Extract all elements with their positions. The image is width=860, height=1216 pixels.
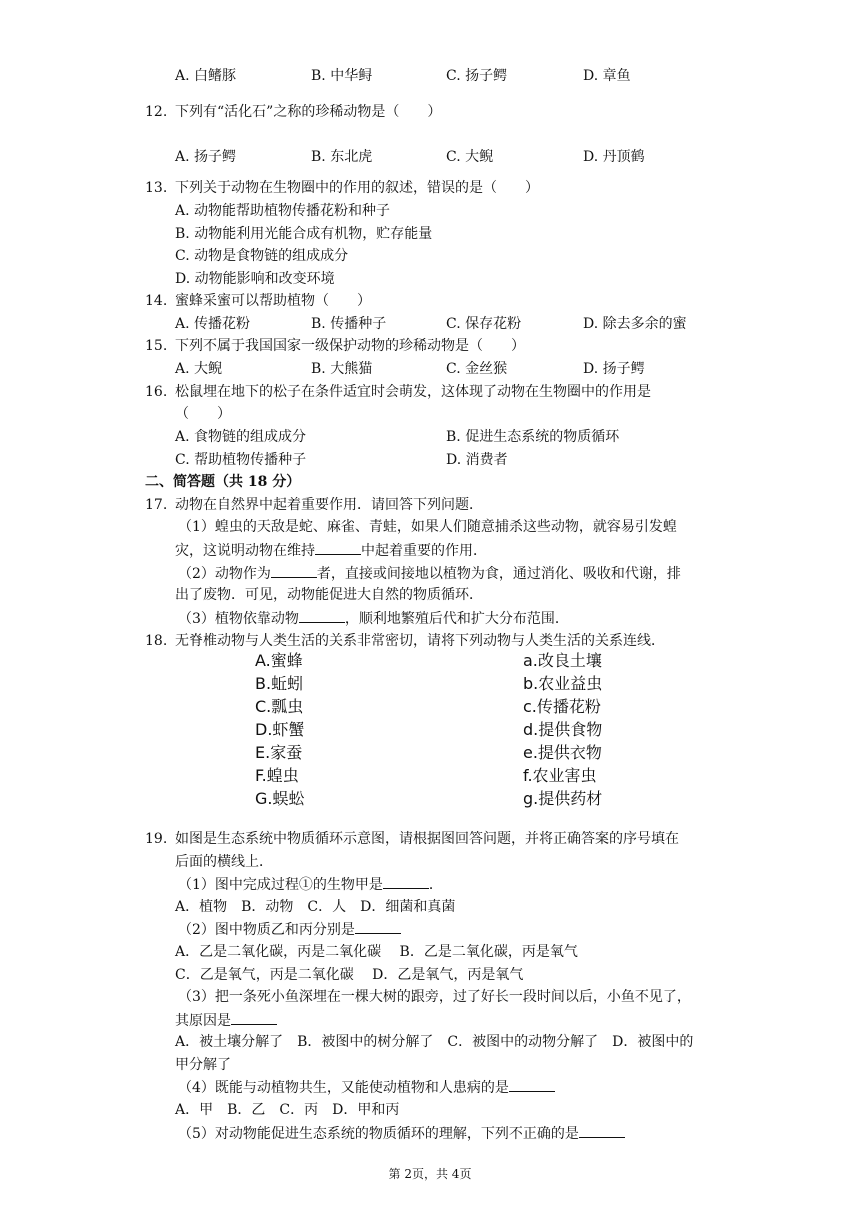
part-2-line-1: （2）动物作为 者，直接或间接地以植物为食，通过消化、吸收和代谢，排 [178, 563, 681, 584]
question-stem: 无脊椎动物与人类生活的关系非常密切，请将下列动物与人类生活的关系连线． [175, 633, 665, 649]
sub-1-options: A．植物 B．动物 C．人 D．细菌和真菌 [175, 899, 456, 915]
option-a: A. 传播花粉 [175, 316, 251, 332]
question-stem: 下列有“活化石”之称的珍稀动物是（ ） [175, 104, 442, 120]
relation-item[interactable]: e.提供衣物 [523, 743, 602, 762]
answer-blank[interactable] [579, 1123, 625, 1138]
option-c: C. 动物是食物链的组成成分 [175, 248, 349, 264]
question-number: 17. [145, 497, 168, 513]
part-3-line: （3）植物依靠动物 ，顺利地繁殖后代和扩大分布范围． [178, 608, 569, 629]
option-b: B. 促进生态系统的物质循环 [446, 429, 620, 445]
option-d: D. 动物能影响和改变环境 [175, 271, 335, 287]
question-number: 16. [145, 384, 168, 400]
part-1-line-1: （1）蝗虫的天敌是蛇、麻雀、青蛙，如果人们随意捕杀这些动物，就容易引发蝗 [178, 519, 677, 535]
question-stem: 下列关于动物在生物圈中的作用的叙述，错误的是（ ） [175, 180, 539, 196]
section-heading: 二、简答题（共 18 分） [145, 474, 301, 490]
question-stem-cont: （ ） [175, 406, 231, 422]
part-2-line-2: 出了废物．可见，动物能促进大自然的物质循环． [175, 587, 483, 603]
part-1-line-2: 灾，这说明动物在维持 中起着重要的作用． [175, 540, 487, 561]
animal-item[interactable]: A.蜜蜂 [255, 651, 303, 670]
question-stem: 动物在自然界中起着重要作用．请回答下列问题． [175, 497, 483, 513]
option-a: A. 扬子鳄 [175, 149, 237, 165]
sub-4-options: A．甲 B．乙 C．丙 D．甲和丙 [175, 1102, 400, 1118]
question-stem: 下列不属于我国国家一级保护动物的珍稀动物是（ ） [175, 338, 525, 354]
answer-blank[interactable] [315, 540, 361, 555]
relation-item[interactable]: d.提供食物 [523, 720, 603, 739]
sub-2-options-1: A．乙是二氧化碳，丙是二氧化碳 B．乙是二氧化碳，丙是氧气 [175, 944, 578, 960]
answer-blank[interactable] [271, 563, 317, 578]
answer-blank[interactable] [231, 1010, 277, 1025]
relation-item[interactable]: f.农业害虫 [523, 766, 597, 785]
question-number: 12. [145, 104, 168, 120]
option-d: D. 扬子鳄 [583, 361, 645, 377]
option-a: A. 动物能帮助植物传播花粉和种子 [175, 203, 391, 219]
question-number: 14. [145, 293, 168, 309]
relation-item[interactable]: b.农业益虫 [523, 674, 603, 693]
sub-1: （1）图中完成过程①的生物甲是 ． [178, 874, 443, 895]
relation-item[interactable]: a.改良土壤 [523, 651, 602, 670]
sub-4: （4）既能与动植物共生，又能使动植物和人患病的是 [178, 1077, 555, 1098]
answer-blank[interactable] [355, 919, 401, 934]
sub-2-options-2: C．乙是氧气，丙是二氧化碳 D．乙是氧气，丙是氧气 [175, 967, 524, 983]
question-number: 13. [145, 180, 168, 196]
question-stem: 如图是生态系统中物质循环示意图，请根据图回答问题，并将正确答案的序号填在 [175, 831, 679, 847]
option-c: C. 帮助植物传播种子 [175, 452, 307, 468]
answer-blank[interactable] [509, 1077, 555, 1092]
option-a: A. 食物链的组成成分 [175, 429, 307, 445]
page-footer: 第 2页，共 4页 [388, 1167, 472, 1181]
question-number: 15. [145, 338, 168, 354]
q11-option-c: C. 扬子鳄 [446, 68, 508, 84]
animal-item[interactable]: D.虾蟹 [255, 720, 305, 739]
option-c: C. 保存花粉 [446, 316, 522, 332]
option-b: B. 东北虎 [311, 149, 373, 165]
animal-item[interactable]: B.蚯蚓 [255, 674, 304, 693]
animal-item[interactable]: C.瓢虫 [255, 697, 304, 716]
answer-blank[interactable] [383, 874, 429, 889]
option-d: D. 丹顶鹤 [583, 149, 645, 165]
option-b: B. 动物能利用光能合成有机物，贮存能量 [175, 226, 433, 242]
answer-blank[interactable] [299, 608, 345, 623]
question-number: 18. [145, 633, 168, 649]
q11-option-a: A. 白鳍豚 [175, 68, 237, 84]
option-c: C. 大鲵 [446, 149, 494, 165]
option-d: D. 除去多余的蜜 [583, 316, 687, 332]
q11-option-d: D. 章鱼 [583, 68, 631, 84]
option-b: B. 大熊猫 [311, 361, 373, 377]
option-b: B. 传播种子 [311, 316, 387, 332]
relation-item[interactable]: g.提供药材 [523, 789, 603, 808]
question-stem: 松鼠埋在地下的松子在条件适宜时会萌发，这体现了动物在生物圈中的作用是 [175, 384, 651, 400]
relation-list [523, 649, 602, 810]
animal-item[interactable]: G.蜈蚣 [255, 789, 305, 808]
sub-3-options-2: 甲分解了 [175, 1057, 231, 1073]
question-number: 19. [145, 831, 168, 847]
sub-3-line-1: （3）把一条死小鱼深埋在一棵大树的跟旁，过了好长一段时间以后，小鱼不见了， [178, 989, 691, 1005]
animal-list [255, 649, 305, 810]
animal-item[interactable]: F.蝗虫 [255, 766, 299, 785]
sub-2: （2）图中物质乙和丙分别是 [178, 919, 401, 940]
option-c: C. 金丝猴 [446, 361, 508, 377]
relation-item[interactable]: c.传播花粉 [523, 697, 601, 716]
sub-5: （5）对动物能促进生态系统的物质循环的理解，下列不正确的是 [178, 1123, 625, 1144]
option-a: A. 大鲵 [175, 361, 223, 377]
question-stem-cont: 后面的横线上． [175, 854, 273, 870]
sub-3-line-2: 其原因是 [175, 1010, 277, 1031]
sub-3-options-1: A．被土壤分解了 B．被图中的树分解了 C．被图中的动物分解了 D．被图中的 [175, 1034, 694, 1050]
animal-item[interactable]: E.家蚕 [255, 743, 303, 762]
question-stem: 蜜蜂采蜜可以帮助植物（ ） [175, 293, 371, 309]
option-d: D. 消费者 [446, 452, 508, 468]
q11-option-b: B. 中华鲟 [311, 68, 373, 84]
